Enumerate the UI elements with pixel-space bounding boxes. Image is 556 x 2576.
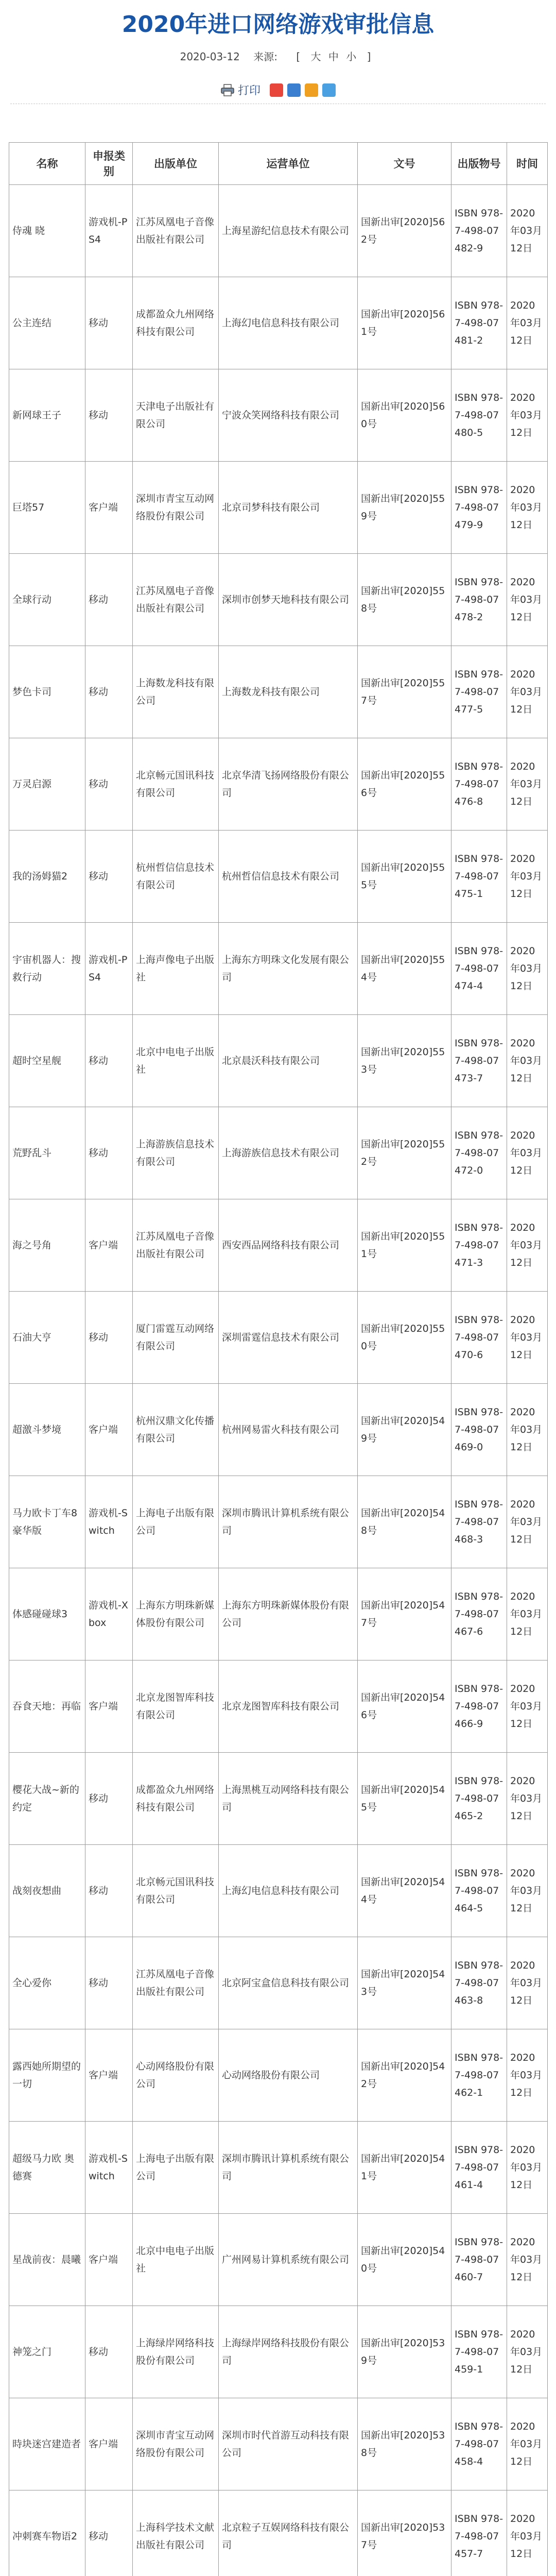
table-row <box>9 554 548 646</box>
category-cell: 移动 <box>85 1845 133 1937</box>
source-label: 来源: <box>253 50 277 63</box>
approval-number-cell: 国新出审[2020]560号 <box>358 369 451 462</box>
date-cell: 2020年03月12日 <box>507 1015 548 1107</box>
column-header: 出版物号 <box>451 143 507 185</box>
isbn-cell: ISBN 978-7-498-07471-3 <box>451 1199 507 1292</box>
table-row <box>9 2306 548 2398</box>
category-cell: 客户端 <box>85 2398 133 2490</box>
publisher-cell: 心动网络股份有限公司 <box>133 2029 219 2122</box>
approval-number-cell: 国新出审[2020]550号 <box>358 1292 451 1384</box>
operator-cell: 北京龙图智库科技有限公司 <box>219 1660 358 1753</box>
operator-cell: 广州网易计算机系统有限公司 <box>219 2214 358 2306</box>
table-row <box>9 1937 548 2029</box>
isbn-cell: ISBN 978-7-498-07481-2 <box>451 277 507 369</box>
date-cell: 2020年03月12日 <box>507 1845 548 1937</box>
category-cell: 客户端 <box>85 1199 133 1292</box>
table-row <box>9 2398 548 2490</box>
isbn-cell: ISBN 978-7-498-07477-5 <box>451 646 507 738</box>
printer-icon <box>220 84 235 96</box>
approval-number-cell: 国新出审[2020]562号 <box>358 185 451 277</box>
game-name-cell: 全球行动 <box>9 554 85 646</box>
category-cell: 游戏机-PS4 <box>85 923 133 1015</box>
publisher-cell: 深圳市青宝互动网络股份有限公司 <box>133 462 219 554</box>
page-title: 2020年进口网络游戏审批信息 <box>121 11 435 38</box>
date-cell: 2020年03月12日 <box>507 1107 548 1199</box>
table-row <box>9 1199 548 1292</box>
table-row <box>9 1845 548 1937</box>
date-cell: 2020年03月12日 <box>507 277 548 369</box>
approval-number-cell: 国新出审[2020]553号 <box>358 1015 451 1107</box>
game-name-cell: 体感碰碰球3 <box>9 1568 85 1660</box>
table-row <box>9 1384 548 1476</box>
print-button[interactable] <box>220 82 260 98</box>
font-size-small-link[interactable]: 小 <box>346 50 357 63</box>
date-cell: 2020年03月12日 <box>507 831 548 923</box>
share-more-icon[interactable] <box>322 83 336 97</box>
share-weibo-icon[interactable] <box>270 83 283 97</box>
game-name-cell: 新网球王子 <box>9 369 85 462</box>
table-row <box>9 2214 548 2306</box>
publisher-cell: 上海科学技术文献出版社有限公司 <box>133 2490 219 2576</box>
column-header: 文号 <box>358 143 451 185</box>
isbn-cell: ISBN 978-7-498-07457-7 <box>451 2490 507 2576</box>
game-name-cell: 梦色卡司 <box>9 646 85 738</box>
operator-cell: 上海黑桃互动网络科技有限公司 <box>219 1753 358 1845</box>
publisher-cell: 成都盈众九州网络科技有限公司 <box>133 1753 219 1845</box>
operator-cell: 上海东方明珠文化发展有限公司 <box>219 923 358 1015</box>
publisher-cell: 成都盈众九州网络科技有限公司 <box>133 277 219 369</box>
table-row <box>9 646 548 738</box>
game-name-cell: 石油大亨 <box>9 1292 85 1384</box>
publisher-cell: 江苏凤凰电子音像出版社有限公司 <box>133 1199 219 1292</box>
column-header: 申报类别 <box>85 143 133 185</box>
game-name-cell: 冲刺赛车物语2 <box>9 2490 85 2576</box>
approval-number-cell: 国新出审[2020]547号 <box>358 1568 451 1660</box>
column-header: 运营单位 <box>219 143 358 185</box>
game-name-cell: 海之号角 <box>9 1199 85 1292</box>
share-qzone-icon[interactable] <box>287 83 301 97</box>
publisher-cell: 天津电子出版社有限公司 <box>133 369 219 462</box>
font-size-control: [ 大 中 小 ] <box>296 50 371 63</box>
table-row <box>9 369 548 462</box>
approval-number-cell: 国新出审[2020]557号 <box>358 646 451 738</box>
isbn-cell: ISBN 978-7-498-07482-9 <box>451 185 507 277</box>
category-cell: 移动 <box>85 2306 133 2398</box>
table-row <box>9 1568 548 1660</box>
date-cell: 2020年03月12日 <box>507 646 548 738</box>
table-row <box>9 1107 548 1199</box>
table-row <box>9 1476 548 1568</box>
operator-cell: 北京华清飞扬网络股份有限公司 <box>219 738 358 831</box>
game-name-cell: 神笼之门 <box>9 2306 85 2398</box>
publisher-cell: 杭州哲信信息技术有限公司 <box>133 831 219 923</box>
game-name-cell: 马力欧卡丁车8豪华版 <box>9 1476 85 1568</box>
isbn-cell: ISBN 978-7-498-07460-7 <box>451 2214 507 2306</box>
tools-bar <box>10 76 546 104</box>
publish-date: 2020-03-12 <box>180 50 240 63</box>
isbn-cell: ISBN 978-7-498-07479-9 <box>451 462 507 554</box>
isbn-cell: ISBN 978-7-498-07478-2 <box>451 554 507 646</box>
isbn-cell: ISBN 978-7-498-07459-1 <box>451 2306 507 2398</box>
date-cell: 2020年03月12日 <box>507 1199 548 1292</box>
table-header-row <box>9 143 548 185</box>
date-cell: 2020年03月12日 <box>507 1568 548 1660</box>
font-size-medium-link[interactable]: 中 <box>328 50 339 63</box>
game-name-cell: 侍魂 晓 <box>9 185 85 277</box>
date-cell: 2020年03月12日 <box>507 1753 548 1845</box>
isbn-cell: ISBN 978-7-498-07475-1 <box>451 831 507 923</box>
operator-cell: 上海东方明珠新媒体股份有限公司 <box>219 1568 358 1660</box>
publisher-cell: 上海游族信息技术有限公司 <box>133 1107 219 1199</box>
isbn-cell: ISBN 978-7-498-07463-8 <box>451 1937 507 2029</box>
publisher-cell: 上海电子出版有限公司 <box>133 1476 219 1568</box>
isbn-cell: ISBN 978-7-498-07464-5 <box>451 1845 507 1937</box>
game-name-cell: 我的汤姆猫2 <box>9 831 85 923</box>
game-name-cell: 樱花大战~新的约定 <box>9 1753 85 1845</box>
date-cell: 2020年03月12日 <box>507 369 548 462</box>
date-cell: 2020年03月12日 <box>507 1937 548 2029</box>
table-row <box>9 462 548 554</box>
operator-cell: 深圳市腾讯计算机系统有限公司 <box>219 1476 358 1568</box>
game-name-cell: 時块迷宫建造者 <box>9 2398 85 2490</box>
date-cell: 2020年03月12日 <box>507 923 548 1015</box>
game-name-cell: 全心爱你 <box>9 1937 85 2029</box>
category-cell: 客户端 <box>85 1384 133 1476</box>
publisher-cell: 厦门雷霆互动网络有限公司 <box>133 1292 219 1384</box>
date-cell: 2020年03月12日 <box>507 1660 548 1753</box>
operator-cell: 北京司梦科技有限公司 <box>219 462 358 554</box>
game-name-cell: 宇宙机器人：搜救行动 <box>9 923 85 1015</box>
operator-cell: 上海幻电信息科技有限公司 <box>219 1845 358 1937</box>
operator-cell: 心动网络股份有限公司 <box>219 2029 358 2122</box>
approval-number-cell: 国新出审[2020]540号 <box>358 2214 451 2306</box>
isbn-cell: ISBN 978-7-498-07473-7 <box>451 1015 507 1107</box>
category-cell: 客户端 <box>85 1660 133 1753</box>
operator-cell: 上海幻电信息科技有限公司 <box>219 277 358 369</box>
operator-cell: 西安西品网络科技有限公司 <box>219 1199 358 1292</box>
approval-table-wrapper <box>9 142 547 2576</box>
approval-number-cell: 国新出审[2020]538号 <box>358 2398 451 2490</box>
publisher-cell: 上海绿岸网络科技股份有限公司 <box>133 2306 219 2398</box>
isbn-cell: ISBN 978-7-498-07466-9 <box>451 1660 507 1753</box>
category-cell: 移动 <box>85 1753 133 1845</box>
game-name-cell: 万灵启源 <box>9 738 85 831</box>
category-cell: 移动 <box>85 369 133 462</box>
table-row <box>9 1753 548 1845</box>
font-size-large-link[interactable]: 大 <box>310 50 321 63</box>
game-name-cell: 荒野乱斗 <box>9 1107 85 1199</box>
date-cell: 2020年03月12日 <box>507 1292 548 1384</box>
approval-number-cell: 国新出审[2020]546号 <box>358 1660 451 1753</box>
table-row <box>9 2122 548 2214</box>
isbn-cell: ISBN 978-7-498-07467-6 <box>451 1568 507 1660</box>
isbn-cell: ISBN 978-7-498-07470-6 <box>451 1292 507 1384</box>
category-cell: 客户端 <box>85 462 133 554</box>
operator-cell: 深圳市腾讯计算机系统有限公司 <box>219 2122 358 2214</box>
publisher-cell: 北京畅元国讯科技有限公司 <box>133 1845 219 1937</box>
isbn-cell: ISBN 978-7-498-07461-4 <box>451 2122 507 2214</box>
operator-cell: 上海游族信息技术有限公司 <box>219 1107 358 1199</box>
isbn-cell: ISBN 978-7-498-07469-0 <box>451 1384 507 1476</box>
operator-cell: 北京晨沃科技有限公司 <box>219 1015 358 1107</box>
date-cell: 2020年03月12日 <box>507 2398 548 2490</box>
approval-number-cell: 国新出审[2020]551号 <box>358 1199 451 1292</box>
table-row <box>9 923 548 1015</box>
game-name-cell: 公主连结 <box>9 277 85 369</box>
game-name-cell: 吞食天地：再临 <box>9 1660 85 1753</box>
isbn-cell: ISBN 978-7-498-07458-4 <box>451 2398 507 2490</box>
category-cell: 移动 <box>85 277 133 369</box>
publisher-cell: 杭州汉鼎文化传播有限公司 <box>133 1384 219 1476</box>
publisher-cell: 上海电子出版有限公司 <box>133 2122 219 2214</box>
category-cell: 移动 <box>85 738 133 831</box>
category-cell: 游戏机-Xbox <box>85 1568 133 1660</box>
category-cell: 移动 <box>85 1015 133 1107</box>
table-row <box>9 831 548 923</box>
approval-number-cell: 国新出审[2020]554号 <box>358 923 451 1015</box>
approval-number-cell: 国新出审[2020]541号 <box>358 2122 451 2214</box>
approval-number-cell: 国新出审[2020]542号 <box>358 2029 451 2122</box>
operator-cell: 深圳雷霆信息技术有限公司 <box>219 1292 358 1384</box>
publisher-cell: 上海东方明珠新媒体股份有限公司 <box>133 1568 219 1660</box>
publisher-cell: 深圳市青宝互动网络股份有限公司 <box>133 2398 219 2490</box>
date-cell: 2020年03月12日 <box>507 1384 548 1476</box>
category-cell: 移动 <box>85 831 133 923</box>
game-name-cell: 巨塔57 <box>9 462 85 554</box>
publisher-cell: 北京畅元国讯科技有限公司 <box>133 738 219 831</box>
approval-number-cell: 国新出审[2020]545号 <box>358 1753 451 1845</box>
print-label: 打印 <box>237 84 260 97</box>
category-cell: 移动 <box>85 1292 133 1384</box>
isbn-cell: ISBN 978-7-498-07474-4 <box>451 923 507 1015</box>
category-cell: 移动 <box>85 1107 133 1199</box>
table-row <box>9 185 548 277</box>
table-row <box>9 2490 548 2576</box>
approval-number-cell: 国新出审[2020]561号 <box>358 277 451 369</box>
date-cell: 2020年03月12日 <box>507 2306 548 2398</box>
publisher-cell: 江苏凤凰电子音像出版社有限公司 <box>133 554 219 646</box>
game-name-cell: 战刻夜想曲 <box>9 1845 85 1937</box>
game-name-cell: 超激斗梦境 <box>9 1384 85 1476</box>
operator-cell: 深圳市时代首游互动科技有限公司 <box>219 2398 358 2490</box>
table-body <box>9 185 548 2576</box>
date-cell: 2020年03月12日 <box>507 738 548 831</box>
publisher-cell: 江苏凤凰电子音像出版社有限公司 <box>133 1937 219 2029</box>
publisher-cell: 江苏凤凰电子音像出版社有限公司 <box>133 185 219 277</box>
approval-number-cell: 国新出审[2020]559号 <box>358 462 451 554</box>
date-cell: 2020年03月12日 <box>507 185 548 277</box>
table-row <box>9 277 548 369</box>
approval-number-cell: 国新出审[2020]558号 <box>358 554 451 646</box>
game-name-cell: 超时空星舰 <box>9 1015 85 1107</box>
operator-cell: 宁波众笑网络科技有限公司 <box>219 369 358 462</box>
category-cell: 游戏机-Switch <box>85 1476 133 1568</box>
column-header: 出版单位 <box>133 143 219 185</box>
approval-number-cell: 国新出审[2020]555号 <box>358 831 451 923</box>
isbn-cell: ISBN 978-7-498-07472-0 <box>451 1107 507 1199</box>
date-cell: 2020年03月12日 <box>507 2029 548 2122</box>
isbn-cell: ISBN 978-7-498-07462-1 <box>451 2029 507 2122</box>
approval-number-cell: 国新出审[2020]537号 <box>358 2490 451 2576</box>
date-cell: 2020年03月12日 <box>507 2214 548 2306</box>
operator-cell: 杭州网易雷火科技有限公司 <box>219 1384 358 1476</box>
publisher-cell: 北京中电电子出版社 <box>133 1015 219 1107</box>
approval-number-cell: 国新出审[2020]548号 <box>358 1476 451 1568</box>
category-cell: 移动 <box>85 554 133 646</box>
table-row <box>9 1292 548 1384</box>
approval-number-cell: 国新出审[2020]552号 <box>358 1107 451 1199</box>
date-cell: 2020年03月12日 <box>507 2122 548 2214</box>
operator-cell: 深圳市创梦天地科技有限公司 <box>219 554 358 646</box>
date-cell: 2020年03月12日 <box>507 462 548 554</box>
table-row <box>9 738 548 831</box>
publisher-cell: 北京龙图智库科技有限公司 <box>133 1660 219 1753</box>
category-cell: 移动 <box>85 646 133 738</box>
publisher-cell: 北京中电电子出版社 <box>133 2214 219 2306</box>
column-header: 名称 <box>9 143 85 185</box>
operator-cell: 杭州哲信信息技术有限公司 <box>219 831 358 923</box>
category-cell: 移动 <box>85 1937 133 2029</box>
publisher-cell: 上海数龙科技有限公司 <box>133 646 219 738</box>
date-cell: 2020年03月12日 <box>507 554 548 646</box>
operator-cell: 北京粒子互娱网络科技有限公司 <box>219 2490 358 2576</box>
category-cell: 移动 <box>85 2490 133 2576</box>
approval-table <box>9 142 548 2576</box>
game-name-cell: 超级马力欧 奥德赛 <box>9 2122 85 2214</box>
share-renren-icon[interactable] <box>305 83 318 97</box>
publisher-cell: 上海声像电子出版社 <box>133 923 219 1015</box>
isbn-cell: ISBN 978-7-498-07480-5 <box>451 369 507 462</box>
isbn-cell: ISBN 978-7-498-07465-2 <box>451 1753 507 1845</box>
approval-number-cell: 国新出审[2020]556号 <box>358 738 451 831</box>
operator-cell: 上海星游纪信息技术有限公司 <box>219 185 358 277</box>
category-cell: 客户端 <box>85 2029 133 2122</box>
approval-number-cell: 国新出审[2020]539号 <box>358 2306 451 2398</box>
approval-number-cell: 国新出审[2020]544号 <box>358 1845 451 1937</box>
game-name-cell: 星战前夜：晨曦 <box>9 2214 85 2306</box>
table-row <box>9 2029 548 2122</box>
operator-cell: 上海数龙科技有限公司 <box>219 646 358 738</box>
approval-number-cell: 国新出审[2020]543号 <box>358 1937 451 2029</box>
approval-number-cell: 国新出审[2020]549号 <box>358 1384 451 1476</box>
category-cell: 游戏机-Switch <box>85 2122 133 2214</box>
game-name-cell: 露西她所期望的一切 <box>9 2029 85 2122</box>
article-meta <box>0 46 556 76</box>
isbn-cell: ISBN 978-7-498-07476-8 <box>451 738 507 831</box>
column-header: 时间 <box>507 143 548 185</box>
category-cell: 客户端 <box>85 2214 133 2306</box>
category-cell: 游戏机-PS4 <box>85 185 133 277</box>
table-row <box>9 1015 548 1107</box>
operator-cell: 北京阿宝盒信息科技有限公司 <box>219 1937 358 2029</box>
table-row <box>9 1660 548 1753</box>
isbn-cell: ISBN 978-7-498-07468-3 <box>451 1476 507 1568</box>
operator-cell: 上海绿岸网络科技股份有限公司 <box>219 2306 358 2398</box>
date-cell: 2020年03月12日 <box>507 1476 548 1568</box>
date-cell: 2020年03月12日 <box>507 2490 548 2576</box>
